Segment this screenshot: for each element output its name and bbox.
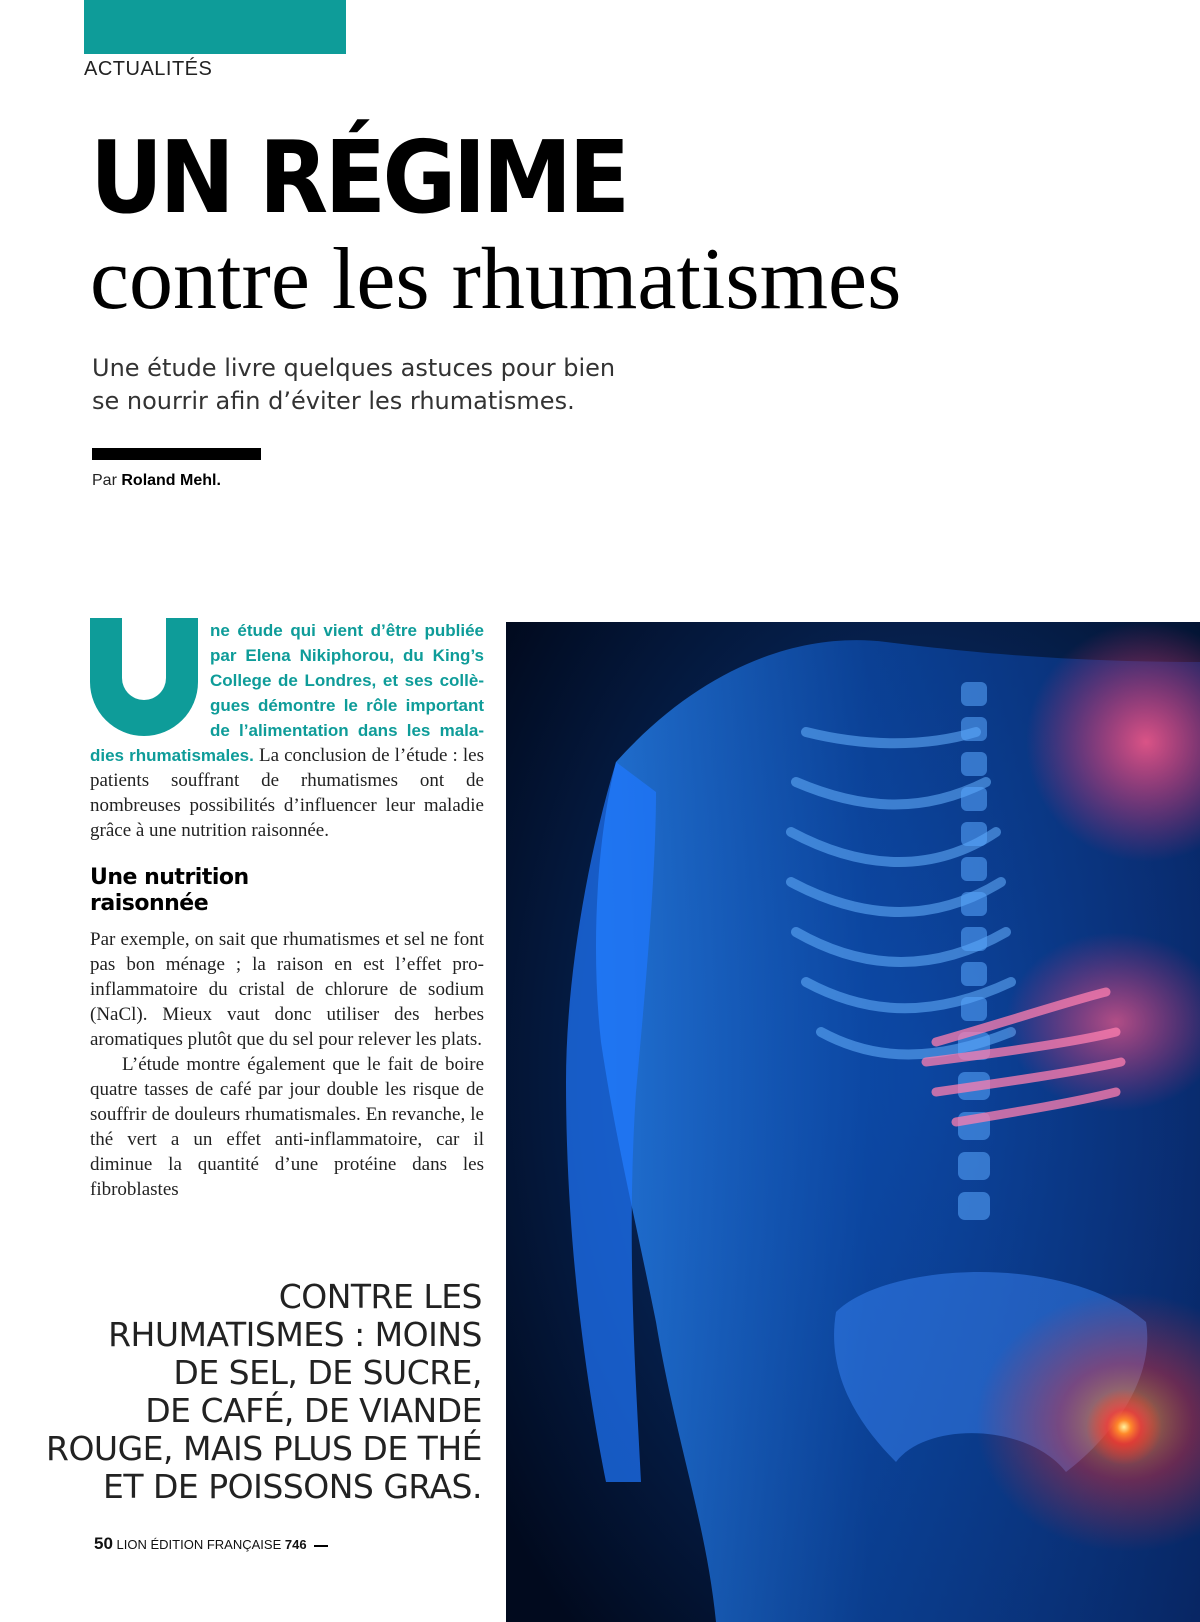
standfirst bbox=[92, 352, 652, 418]
pull-quote-line-6: ET DE POISSONS GRAS. bbox=[102, 1467, 482, 1506]
xray-body-illustration bbox=[506, 622, 1200, 1622]
lead-line-1: ne étude qui vient d’être publiée bbox=[210, 621, 484, 640]
standfirst-line-2: se nourrir afin d’éviter les rhumatismes. bbox=[92, 387, 575, 415]
body-paragraph-2: L’étude montre également que le fait de boire quatre tasses de café par jour double les risque de souffrir de douleurs rhumatismales. En revanche, le thé vert a un effet anti-inflammatoire, car il diminue la quantité d’une protéine dans les fibroblastes bbox=[90, 1054, 484, 1200]
page-number: 50 bbox=[94, 1534, 113, 1553]
lead-continuation bbox=[90, 743, 484, 843]
byline bbox=[92, 472, 221, 490]
author-name: Roland Mehl. bbox=[121, 472, 221, 489]
issue-number: 746 bbox=[284, 1537, 307, 1552]
footer-dash bbox=[314, 1545, 328, 1547]
section-label: ACTUALITÉS bbox=[84, 58, 213, 80]
pull-quote-line-5: ROUGE, MAIS PLUS DE THÉ bbox=[46, 1429, 482, 1468]
standfirst-line-1: Une étude livre quelques astuces pour bien bbox=[92, 354, 616, 382]
body-paragraph-1: Par exemple, on sait que rhumatismes et sel ne font pas bon ménage ; la raison en est l’effet pro-inflammatoire du cristal de chlorure de sodium (NaCl). Mieux vaut donc utiliser des herbes aromatiques plutôt que du sel pour relever les plats. bbox=[90, 929, 484, 1050]
lead-paragraph bbox=[90, 618, 484, 843]
anatomy-figure bbox=[506, 622, 1200, 1622]
pull-quote-line-3: DE SEL, DE SUCRE, bbox=[173, 1353, 482, 1392]
lead-line-4: gues démontre le rôle important bbox=[210, 696, 484, 715]
byline-prefix: Par bbox=[92, 472, 117, 489]
lead-line-2: par Elena Nikiphorou, du King’s bbox=[210, 646, 484, 665]
pull-quote bbox=[42, 1278, 482, 1506]
page-footer bbox=[94, 1534, 328, 1554]
headline: UN RÉGIME bbox=[90, 119, 627, 236]
drop-cap-u bbox=[90, 618, 198, 736]
lead-line-5: de l’alimentation dans les mala- bbox=[210, 721, 484, 740]
lead-body: La conclusion de l’étude : les patients souffrant de rhumatismes ont de nombreuses possibilités d’influencer leur maladie grâce à une nutrition raisonnée. bbox=[90, 745, 484, 841]
lead-line-3: College de Londres, et ses collè- bbox=[210, 671, 484, 690]
byline-rule bbox=[92, 448, 261, 460]
pull-quote-line-2: RHUMATISMES : MOINS bbox=[108, 1315, 482, 1354]
pull-quote-line-4: DE CAFÉ, DE VIANDE bbox=[145, 1391, 482, 1430]
pull-quote-line-1: CONTRE LES bbox=[278, 1277, 482, 1316]
lead-teal-tail: dies rhumatismales. bbox=[90, 746, 254, 765]
section-color-bar bbox=[84, 0, 346, 54]
headline-subline: contre les rhumatismes bbox=[90, 231, 902, 328]
subheading: Une nutrition raisonnée bbox=[90, 865, 249, 916]
publication-name: LION ÉDITION FRANÇAISE bbox=[116, 1537, 282, 1552]
article-column bbox=[90, 618, 484, 1202]
